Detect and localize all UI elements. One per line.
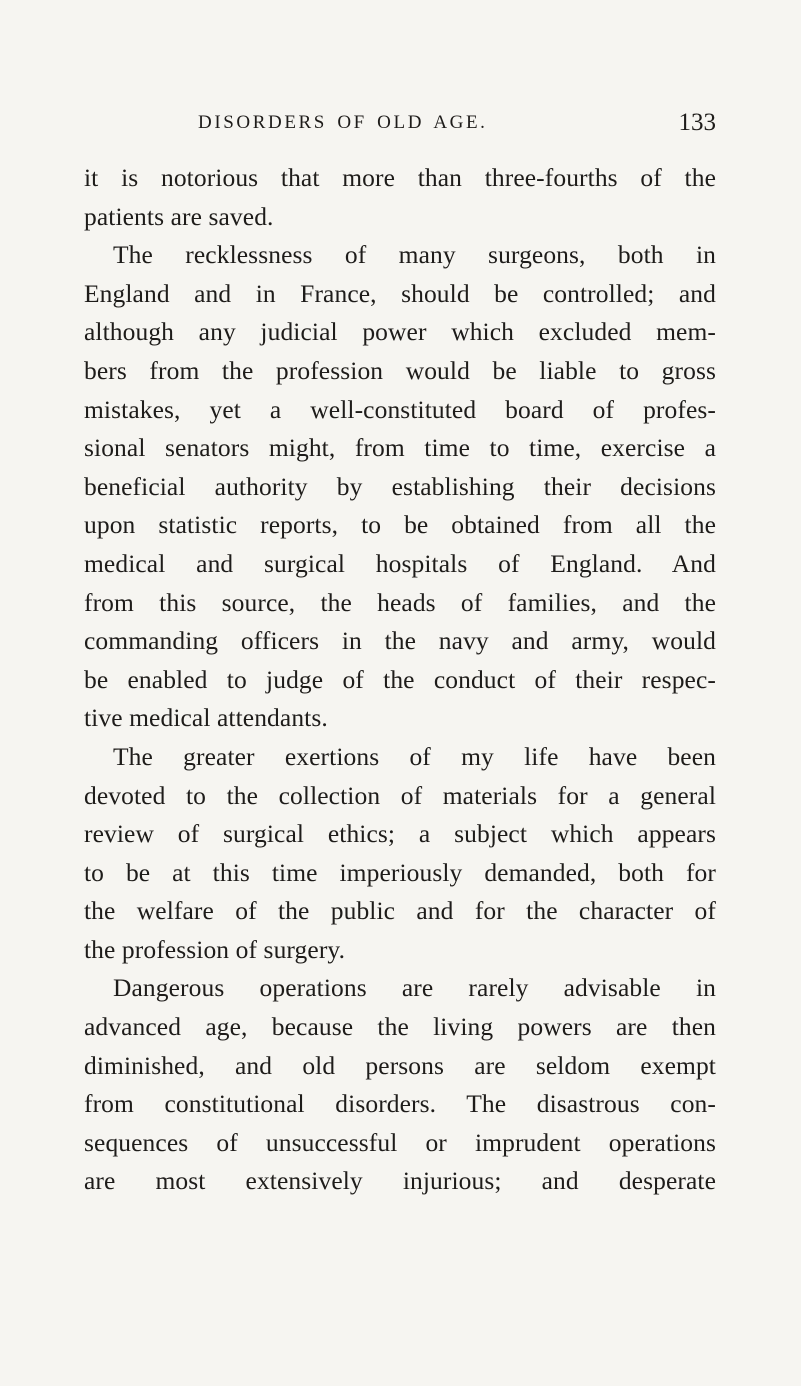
text-line: England and in France, should be controlled; and: [84, 278, 716, 308]
text-line: tive medical attendants.: [84, 703, 328, 733]
text-line: devoted to the collection of materials for a general: [84, 780, 716, 810]
text-line: upon statistic reports, to be obtained from all the: [84, 510, 716, 540]
text-line: it is notorious that more than three-fourths of the: [84, 163, 716, 192]
text-line: review of surgical ethics; a subject which appears: [84, 819, 716, 849]
paragraph-start-line: The greater exertions of my life have been: [113, 741, 716, 771]
text-line: sequences of unsuccessful or imprudent operations: [84, 1127, 716, 1157]
text-line: to be at this time imperiously demanded, both for: [84, 857, 716, 887]
body-text: [84, 159, 716, 1201]
running-head: [0, 106, 801, 140]
text-line: mistakes, yet a well-constituted board of profes-: [84, 394, 716, 424]
paragraph-start-line: The recklessness of many surgeons, both in: [113, 240, 716, 270]
text-line: the welfare of the public and for the character of: [84, 896, 716, 926]
text-line: bers from the profession would be liable to gross: [84, 355, 716, 385]
text-line: although any judicial power which excluded mem-: [84, 317, 716, 347]
text-line: be enabled to judge of the conduct of their respec-: [84, 664, 716, 694]
text-line: medical and surgical hospitals of England. And: [84, 548, 716, 578]
text-line: from this source, the heads of families, and the: [84, 587, 716, 617]
paragraph-start-line: Dangerous operations are rarely advisable in: [113, 973, 716, 1003]
page-number: 133: [678, 109, 716, 136]
text-line: commanding officers in the navy and army, would: [84, 626, 716, 656]
text-line: patients are saved.: [84, 201, 274, 231]
text-line: beneficial authority by establishing their decisions: [84, 471, 716, 501]
text-line: advanced age, because the living powers are then: [84, 1012, 716, 1042]
text-line: are most extensively injurious; and desperate: [84, 1166, 716, 1196]
text-line: the profession of surgery.: [84, 934, 346, 964]
text-line: sional senators might, from time to time, exercise a: [84, 433, 716, 463]
text-line: from constitutional disorders. The disastrous con-: [84, 1089, 716, 1119]
text-line: diminished, and old persons are seldom exempt: [84, 1050, 716, 1080]
running-title: DISORDERS OF OLD AGE.: [198, 112, 488, 133]
